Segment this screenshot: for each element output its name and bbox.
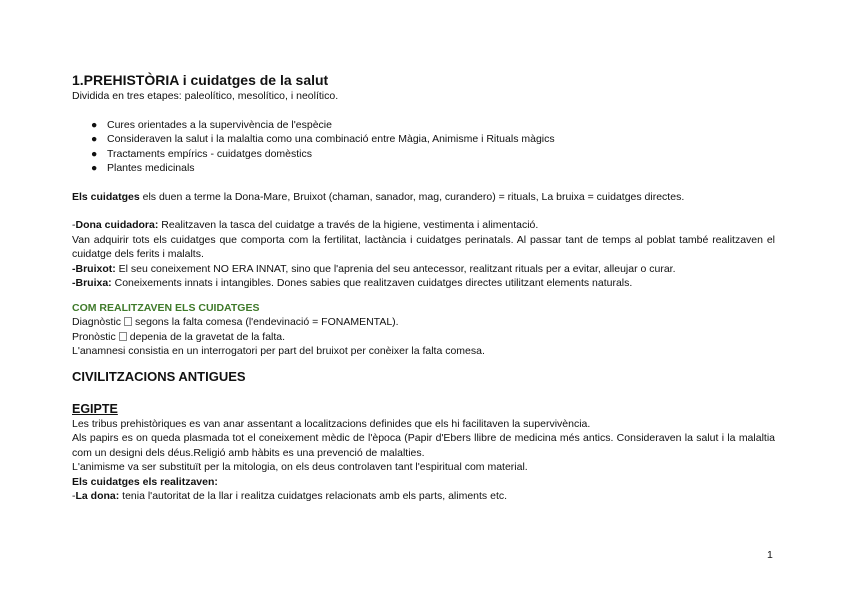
egipte-heading: EGIPTE [72, 401, 118, 416]
list-item: ● Cures orientades a la supervivència de l'espècie [91, 118, 332, 131]
egipte-dona-line: -La dona: tenia l'autoritat de la llar i realitza cuidatges relacionats amb els parts, aliments etc. [72, 490, 508, 502]
section-title: 1.PREHISTÒRIA i cuidatges de la salut [72, 72, 329, 88]
list-item: ● Tractaments empírics - cuidatges domèstics [91, 147, 313, 160]
bullet-icon: ● [91, 162, 98, 174]
bullet-icon: ● [91, 118, 98, 131]
intro-text: Dividida en tres etapes: paleolítico, mesolítico, i neolítico. [72, 90, 339, 102]
egipte-p3: L'animisme va ser substituït per la mitologia, on els deus controlaven tant l'espiritual com material. [72, 461, 528, 473]
document-page [72, 72, 775, 504]
arrow-placeholder-icon [124, 317, 132, 326]
list-item: ● Consideraven la salut i la malaltia como una combinació entre Màgia, Animisme i Rituals màgics [91, 133, 555, 145]
diagnostic-line: Diagnòstic segons la falta comesa (l'endevinació = FONAMENTAL). [72, 316, 399, 328]
bruixot-paragraph: -Bruixot: El seu coneixement NO ERA INNAT, sino que l'aprenia del seu antecessor, realitzant rituals per a evitar, alleujar o curar. [72, 262, 676, 275]
arrow-placeholder-icon [119, 332, 127, 341]
page-number: 1 [767, 549, 773, 561]
bullet-icon: ● [91, 133, 98, 145]
bruixa-paragraph: -Bruixa: Coneixements innats i intangibles. Dones sabies que realitzaven cuidatges directes utilitzant elements naturals. [72, 277, 633, 289]
com-heading: COM REALITZAVEN ELS CUIDATGES [72, 301, 260, 314]
dona-continued: Van adquirir tots els cuidatges que comporta com la fertilitat, lactància i cuidatges perinatals. Al passar tant de temps al poblat també realitzaven el cuidatge dels ferits i malalts. [72, 233, 775, 260]
civilitzacions-heading: CIVILITZACIONS ANTIGUES [72, 368, 246, 384]
egipte-p2: Als papirs es on queda plasmada tot el coneixement mèdic de l'època (Papir d'Ebers llibre de medicina més antics. Consideraven la salut i la malaltia com un designi dels déus.Religió amb hàbits es una prevenció de malalties. [72, 432, 775, 459]
anamnesi-line: L'anamnesi consistia en un interrogatori per part del bruixot per conèixer la falta comesa. [72, 345, 485, 357]
cuidatges-paragraph: Els cuidatges els duen a terme la Dona-Mare, Bruixot (chaman, sanador, mag, curandero) = rituals, La bruixa = cuidatges directes. [72, 190, 685, 203]
dona-paragraph: -Dona cuidadora: Realitzaven la tasca del cuidatge a través de la higiene, vestimenta i alimentació. [72, 219, 539, 231]
egipte-p4: Els cuidatges els realitzaven: [72, 475, 218, 488]
list-item: ● Plantes medicinals [91, 162, 195, 174]
egipte-p1: Les tribus prehistòriques es van anar assentant a localitzacions definides que els hi facilitaven la supervivència. [72, 417, 591, 430]
bullet-icon: ● [91, 147, 98, 160]
bullet-list [72, 118, 775, 176]
pronostic-line: Pronòstic depenia de la gravetat de la falta. [72, 330, 286, 343]
